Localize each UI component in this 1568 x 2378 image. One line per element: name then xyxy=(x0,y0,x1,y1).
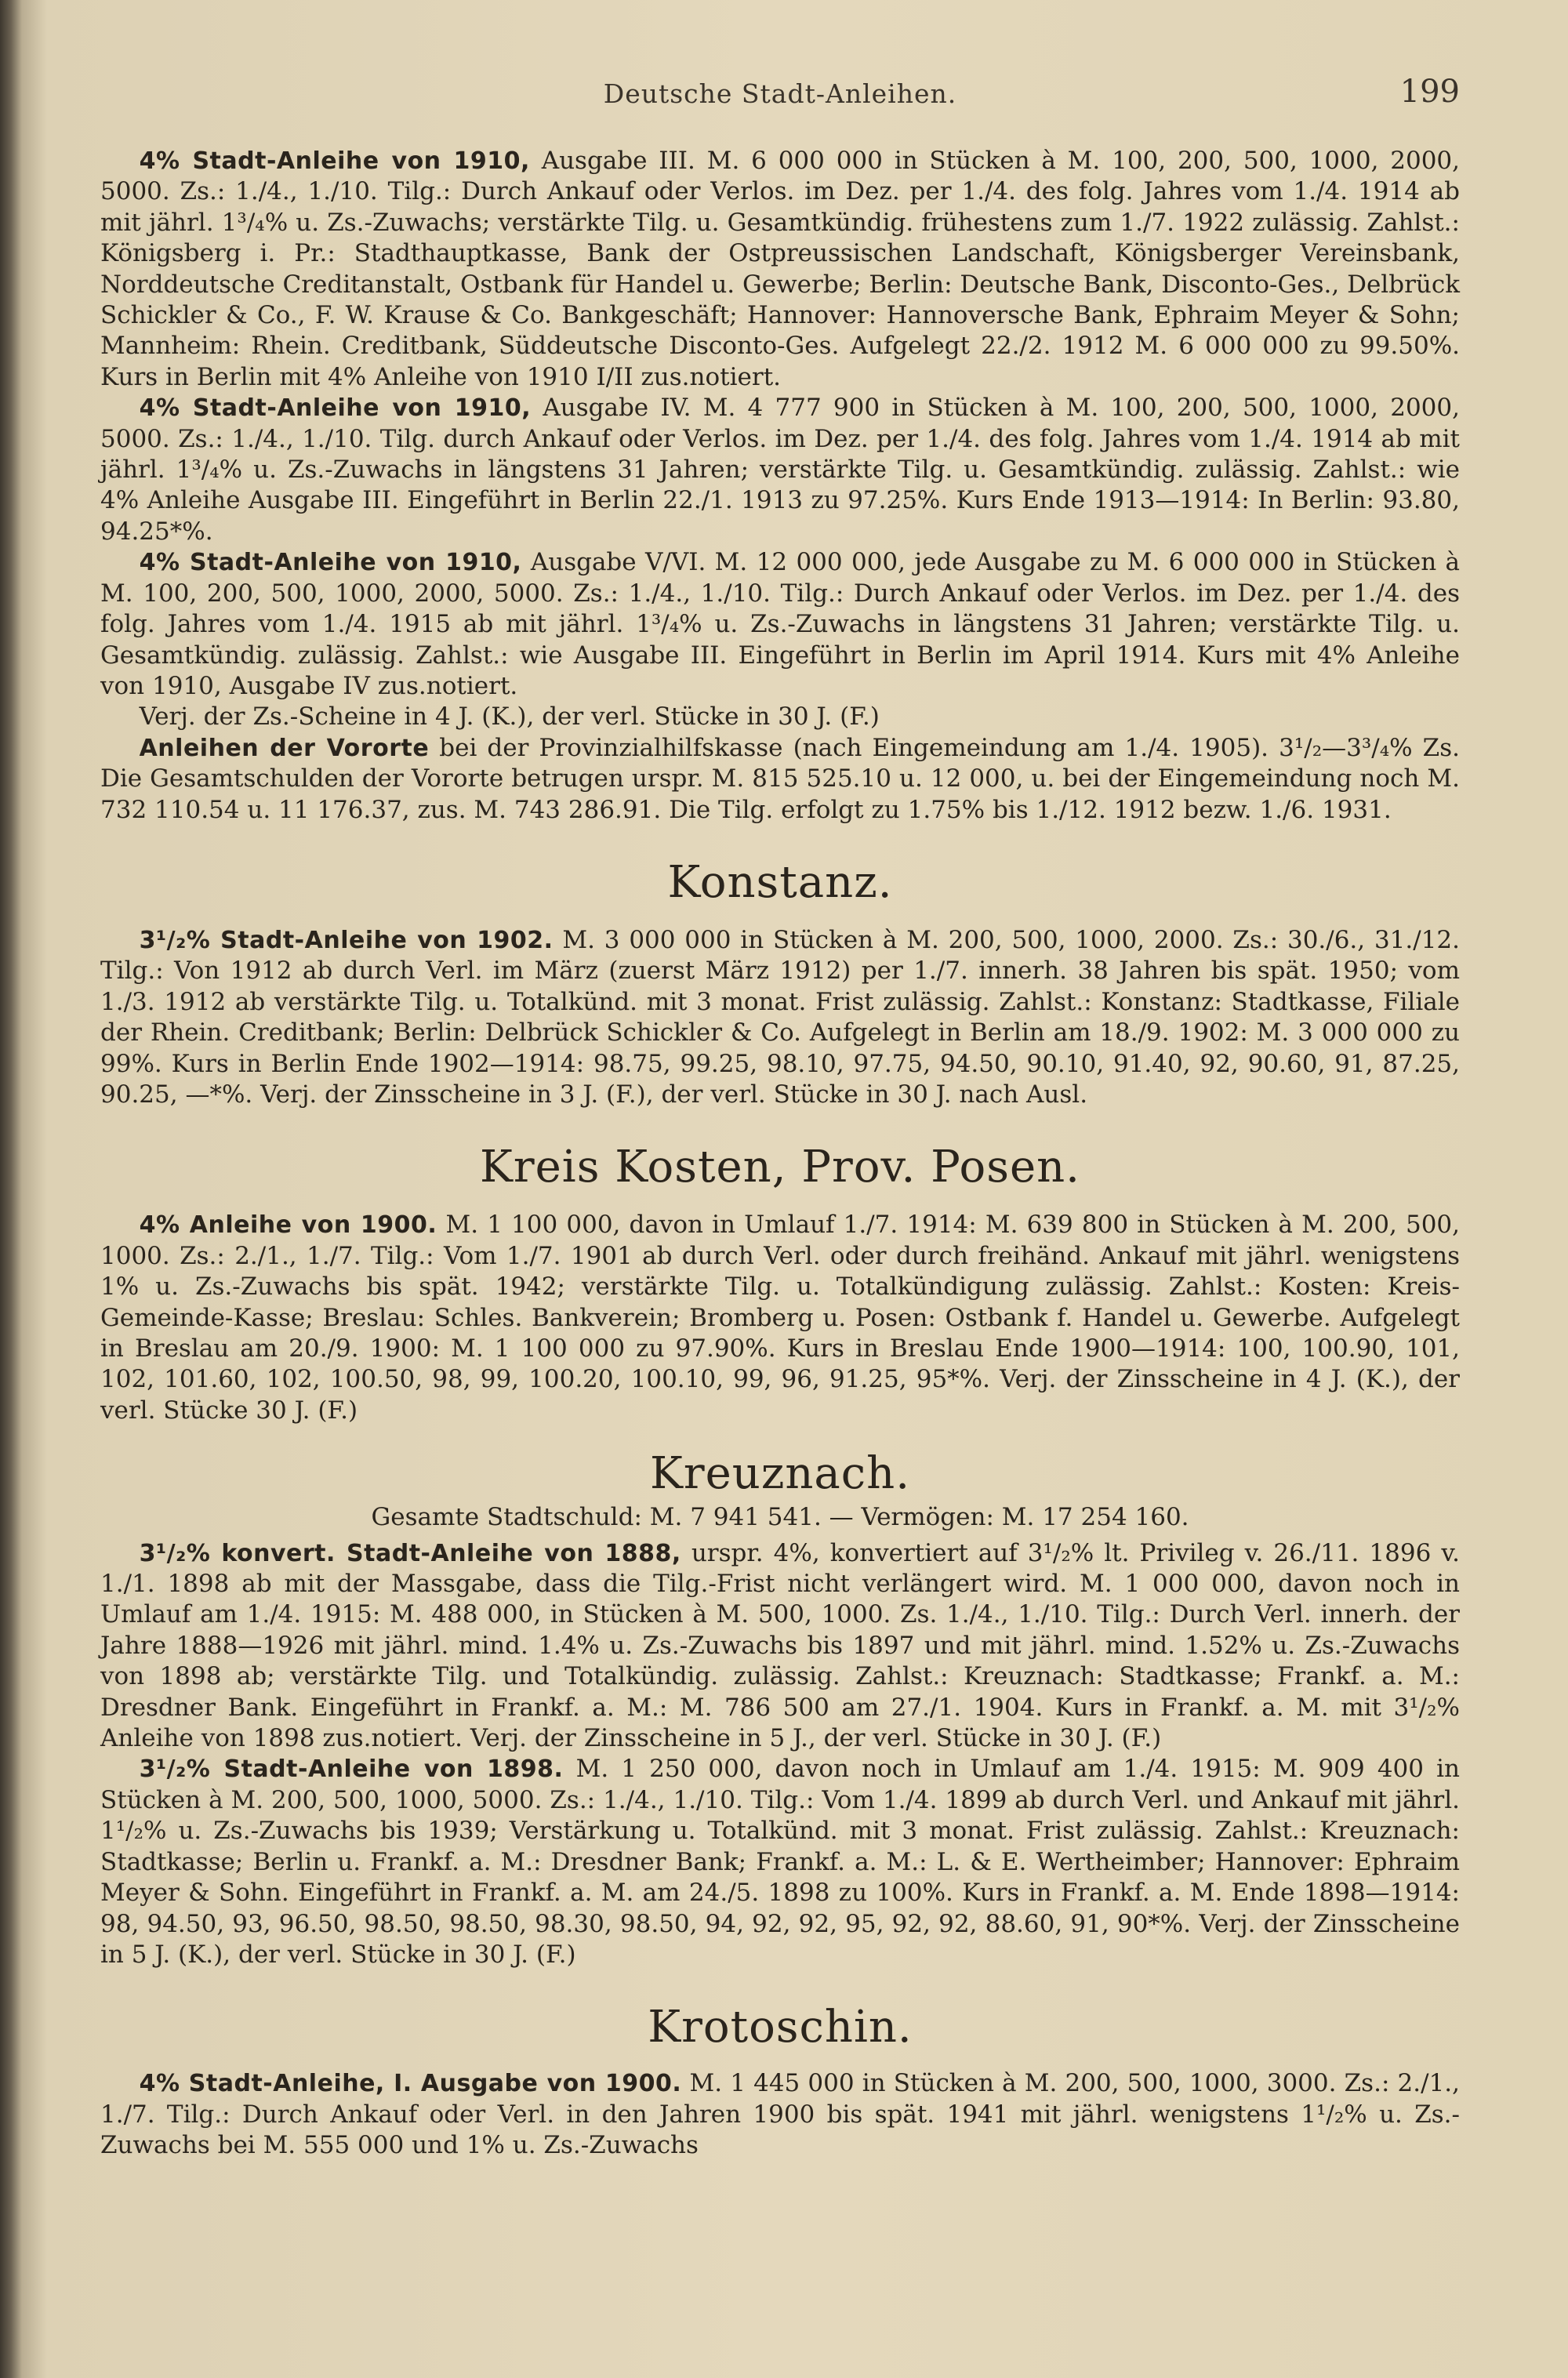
running-title: Deutsche Stadt-Anleihen. xyxy=(603,78,957,109)
section-heading: Kreuznach. xyxy=(650,1448,910,1500)
paragraph-text: Verj. der Zs.-Scheine in 4 J. (K.), der verl. Stücke in 30 J. (F.) xyxy=(139,703,880,732)
paragraph-text: M. 3 000 000 in Stücken à M. 200, 500, 1000, 2000. Zs.: 30./6., 31./12. Tilg.: Von 1912 ab durch Verl. im März (zuerst März 1912) per 1./7. innerh. 38 Jahren bis spät. 1950; vom 1./3. 1912 ab verstärkte Tilg. u. Totalkünd. mit 3 monat. Frist zulässig. Zahlst.: Konstanz: Stadtkasse, Filiale der Rhein. Creditbank; Berlin: Delbrück Schickler & Co. Aufgelegt in Berlin am 18./9. 1902: M. 3 000 000 zu 99%. Kurs in Berlin Ende 1902—1914: 98.75, 99.25, 98.10, 97.75, 94.50, 90.10, 91.40, 92, 90.60, 91, 87.25, 90.25, —*%. Verj. der Zinsscheine in 3 J. (F.), der verl. Stücke in 30 J. nach Ausl. xyxy=(100,925,1460,1109)
paragraph-text: Ausgabe V/VI. M. 12 000 000, jede Ausgabe zu M. 6 000 000 in Stücken à M. 100, 200, 500, 1000, 2000, 5000. Zs.: 1./4., 1./10. Tilg.: Durch Ankauf oder Verlos. im Dez. per 1./4. des folg. Jahres vom 1./4. 1915 ab mit jährl. 1³/₄% u. Zs.-Zuwachs in längstens 31 Jahren; verstärkte Tilg. u. Gesamtkündig. zulässig. Zahlst.: wie Ausgabe III. Eingeführt in Berlin im April 1914. Kurs mit 4% Anleihe von 1910, Ausgabe IV zus.notiert. xyxy=(100,548,1461,700)
paragraph xyxy=(100,1754,1460,1970)
paragraph xyxy=(100,1210,1460,1426)
section-konstanz xyxy=(100,857,1460,1110)
paragraph xyxy=(100,925,1460,1110)
page-header xyxy=(100,64,1460,127)
bond-title: 3¹/₂% konvert. Stadt-Anleihe von 1888, xyxy=(139,1539,681,1567)
section-kreis-kosten xyxy=(100,1142,1460,1426)
bond-title: Anleihen der Vororte xyxy=(139,734,430,762)
paragraph xyxy=(100,702,1460,732)
paragraph-text: M. 1 250 000, davon noch in Umlauf am 1./4. 1915: M. 909 400 in Stücken à M. 200, 500, 1000, 5000. Zs.: 1./4., 1./10. Tilg.: Vom 1./4. 1899 ab durch Verl. und Ankauf mit jährl. 1¹/₂% u. Zs.-Zuwachs bis 1939; Verstärkung u. Totalkünd. mit 3 monat. Frist zulässig. Zahlst.: Kreuznach: Stadtkasse; Berlin u. Frankf. a. M.: Dresdner Bank; Frankf. a. M.: L. & E. Wertheimber; Hannover: Ephraim Meyer & Sohn. Eingeführt in Frankf. a. M. am 24./5. 1898 zu 100%. Kurs in Frankf. a. M. Ende 1898—1914: 98, 94.50, 93, 96.50, 98.50, 98.50, 98.30, 98.50, 94, 92, 92, 95, 92, 92, 88.60, 91, 90*%. Verj. der Zinsscheine in 5 J. (K.), der verl. Stücke in 30 J. (F.) xyxy=(100,1755,1460,1969)
paragraph xyxy=(100,547,1460,702)
paragraph-text: M. 1 445 000 in Stücken à M. 200, 500, 1000, 3000. Zs.: 2./1., 1./7. Tilg.: Durch Ankauf oder Verl. in den Jahren 1900 bis spät. 1941 mit jährl. wenigstens 1¹/₂% u. Zs.-Zuwachs bei M. 555 000 und 1% u. Zs.-Zuwachs xyxy=(100,2069,1461,2160)
paragraph-text: bei der Provinzialhilfskasse (nach Eingemeindung am 1./4. 1905). 3¹/₂—3³/₄% Zs. Die Gesamtschulden der Vororte betrugen urspr. M. 815 525.10 u. 12 000, u. bei der Eingemeindung noch M. 732 110.54 u. 11 176.37, zus. M. 743 286.91. Die Tilg. erfolgt zu 1.75% bis 1./12. 1912 bezw. 1./6. 1931. xyxy=(100,733,1460,824)
bond-title: 4% Stadt-Anleihe, I. Ausgabe von 1900. xyxy=(139,2070,682,2098)
section-intro xyxy=(100,146,1460,826)
section-kreuznach xyxy=(100,1448,1460,1970)
paragraph-text: Ausgabe III. M. 6 000 000 in Stücken à M. 100, 200, 500, 1000, 2000, 5000. Zs.: 1./4., 1./10. Tilg.: Durch Ankauf oder Verlos. im Dez. per 1./4. des folg. Jahres vom 1./4. 1914 ab mit jährl. 1³/₄% u. Zs.-Zuwachs; verstärkte Tilg. u. Gesamtkündig. frühestens zum 1./7. 1922 zulässig. Zahlst.: Königsberg i. Pr.: Stadthauptkasse, Bank der Ostpreussischen Landschaft, Königsberger Vereinsbank, Norddeutsche Creditanstalt, Ostbank für Handel u. Gewerbe; Berlin: Deutsche Bank, Disconto-Ges., Delbrück Schickler & Co., F. W. Krause & Co. Bankgeschäft; Hannover: Hannoversche Bank, Ephraim Meyer & Sohn; Mannheim: Rhein. Creditbank, Süddeutsche Disconto-Ges. Aufgelegt 22./2. 1912 M. 6 000 000 zu 99.50%. Kurs in Berlin mit 4% Anleihe von 1910 I/II zus.notiert. xyxy=(100,147,1460,391)
paragraph xyxy=(100,733,1460,826)
section-heading: Konstanz. xyxy=(667,856,893,908)
paragraph-text: urspr. 4%, konvertiert auf 3¹/₂% lt. Privileg v. 26./11. 1896 v. 1./1. 1898 ab mit der Massgabe, dass die Tilg.-Frist nicht verlängert wird. M. 1 000 000, davon noch in Umlauf am 1./4. 1915: M. 488 000, in Stücken à M. 500, 1000. Zs. 1./4., 1./10. Tilg.: Durch Verl. innerh. der Jahre 1888—1926 mit jährl. mind. 1.4% u. Zs.-Zuwachs bis 1897 und mit jährl. mind. 1.52% u. Zs.-Zuwachs von 1898 ab; verstärkte Tilg. und Totalkündig. zulässig. Zahlst.: Kreuznach: Stadtkasse; Frankf. a. M.: Dresdner Bank. Eingeführt in Frankf. a. M.: M. 786 500 am 27./1. 1904. Kurs in Frankf. a. M. mit 3¹/₂% Anleihe von 1898 zus.notiert. Verj. der Zinsscheine in 5 J., der verl. Stücke in 30 J. (F.) xyxy=(100,1538,1461,1753)
paragraph xyxy=(100,1538,1460,1755)
page-number: 199 xyxy=(1399,74,1460,110)
bond-title: 4% Stadt-Anleihe von 1910, xyxy=(139,549,522,577)
bond-title: 4% Stadt-Anleihe von 1910, xyxy=(139,394,532,423)
paragraph-text: M. 1 100 000, davon in Umlauf 1./7. 1914: M. 639 800 in Stücken à M. 200, 500, 1000. Zs.: 2./1., 1./7. Tilg.: Vom 1./7. 1901 ab durch Verl. oder durch freihänd. Ankauf mit jährl. wenigstens 1% u. Zs.-Zuwachs bis spät. 1942; verstärkte Tilg. u. Totalkündigung zulässig. Zahlst.: Kosten: Kreis-Gemeinde-Kasse; Breslau: Schles. Bankverein; Bromberg u. Posen: Ostbank f. Handel u. Gewerbe. Aufgelegt in Breslau am 20./9. 1900: M. 1 100 000 zu 97.90%. Kurs in Breslau Ende 1900—1914: 100, 100.90, 101, 102, 101.60, 102, 100.50, 98, 99, 100.20, 100.10, 99, 96, 91.25, 95*%. Verj. der Zinsscheine in 4 J. (K.), der verl. Stücke 30 J. (F.) xyxy=(100,1211,1461,1425)
paragraph xyxy=(100,2068,1460,2161)
paragraph xyxy=(100,393,1460,547)
bond-title: 4% Anleihe von 1900. xyxy=(139,1211,437,1240)
paragraph-text: Ausgabe IV. M. 4 777 900 in Stücken à M. 100, 200, 500, 1000, 2000, 5000. Zs.: 1./4., 1./10. Tilg. durch Ankauf oder Verlos. im Dez. per 1./4. des folg. Jahres vom 1./4. 1914 ab mit jährl. 1³/₄% u. Zs.-Zuwachs in längstens 31 Jahren; verstärkte Tilg. u. Gesamtkündig. zulässig. Zahlst.: wie 4% Anleihe Ausgabe III. Eingeführt in Berlin 22./1. 1913 zu 97.25%. Kurs Ende 1913—1914: In Berlin: 93.80, 94.25*%. xyxy=(100,394,1460,546)
bond-title: 3¹/₂% Stadt-Anleihe von 1902. xyxy=(139,926,554,954)
section-krotoschin xyxy=(100,2002,1460,2161)
debt-summary: Gesamte Stadtschuld: M. 7 941 541. — Vermögen: M. 17 254 160. xyxy=(371,1503,1189,1532)
bond-title: 3¹/₂% Stadt-Anleihe von 1898. xyxy=(139,1755,564,1784)
paragraph xyxy=(100,146,1460,393)
section-heading: Krotoschin. xyxy=(648,2002,913,2053)
section-heading: Kreis Kosten, Prov. Posen. xyxy=(480,1142,1080,1193)
bond-title: 4% Stadt-Anleihe von 1910, xyxy=(139,147,530,175)
page-content xyxy=(100,64,1460,2162)
